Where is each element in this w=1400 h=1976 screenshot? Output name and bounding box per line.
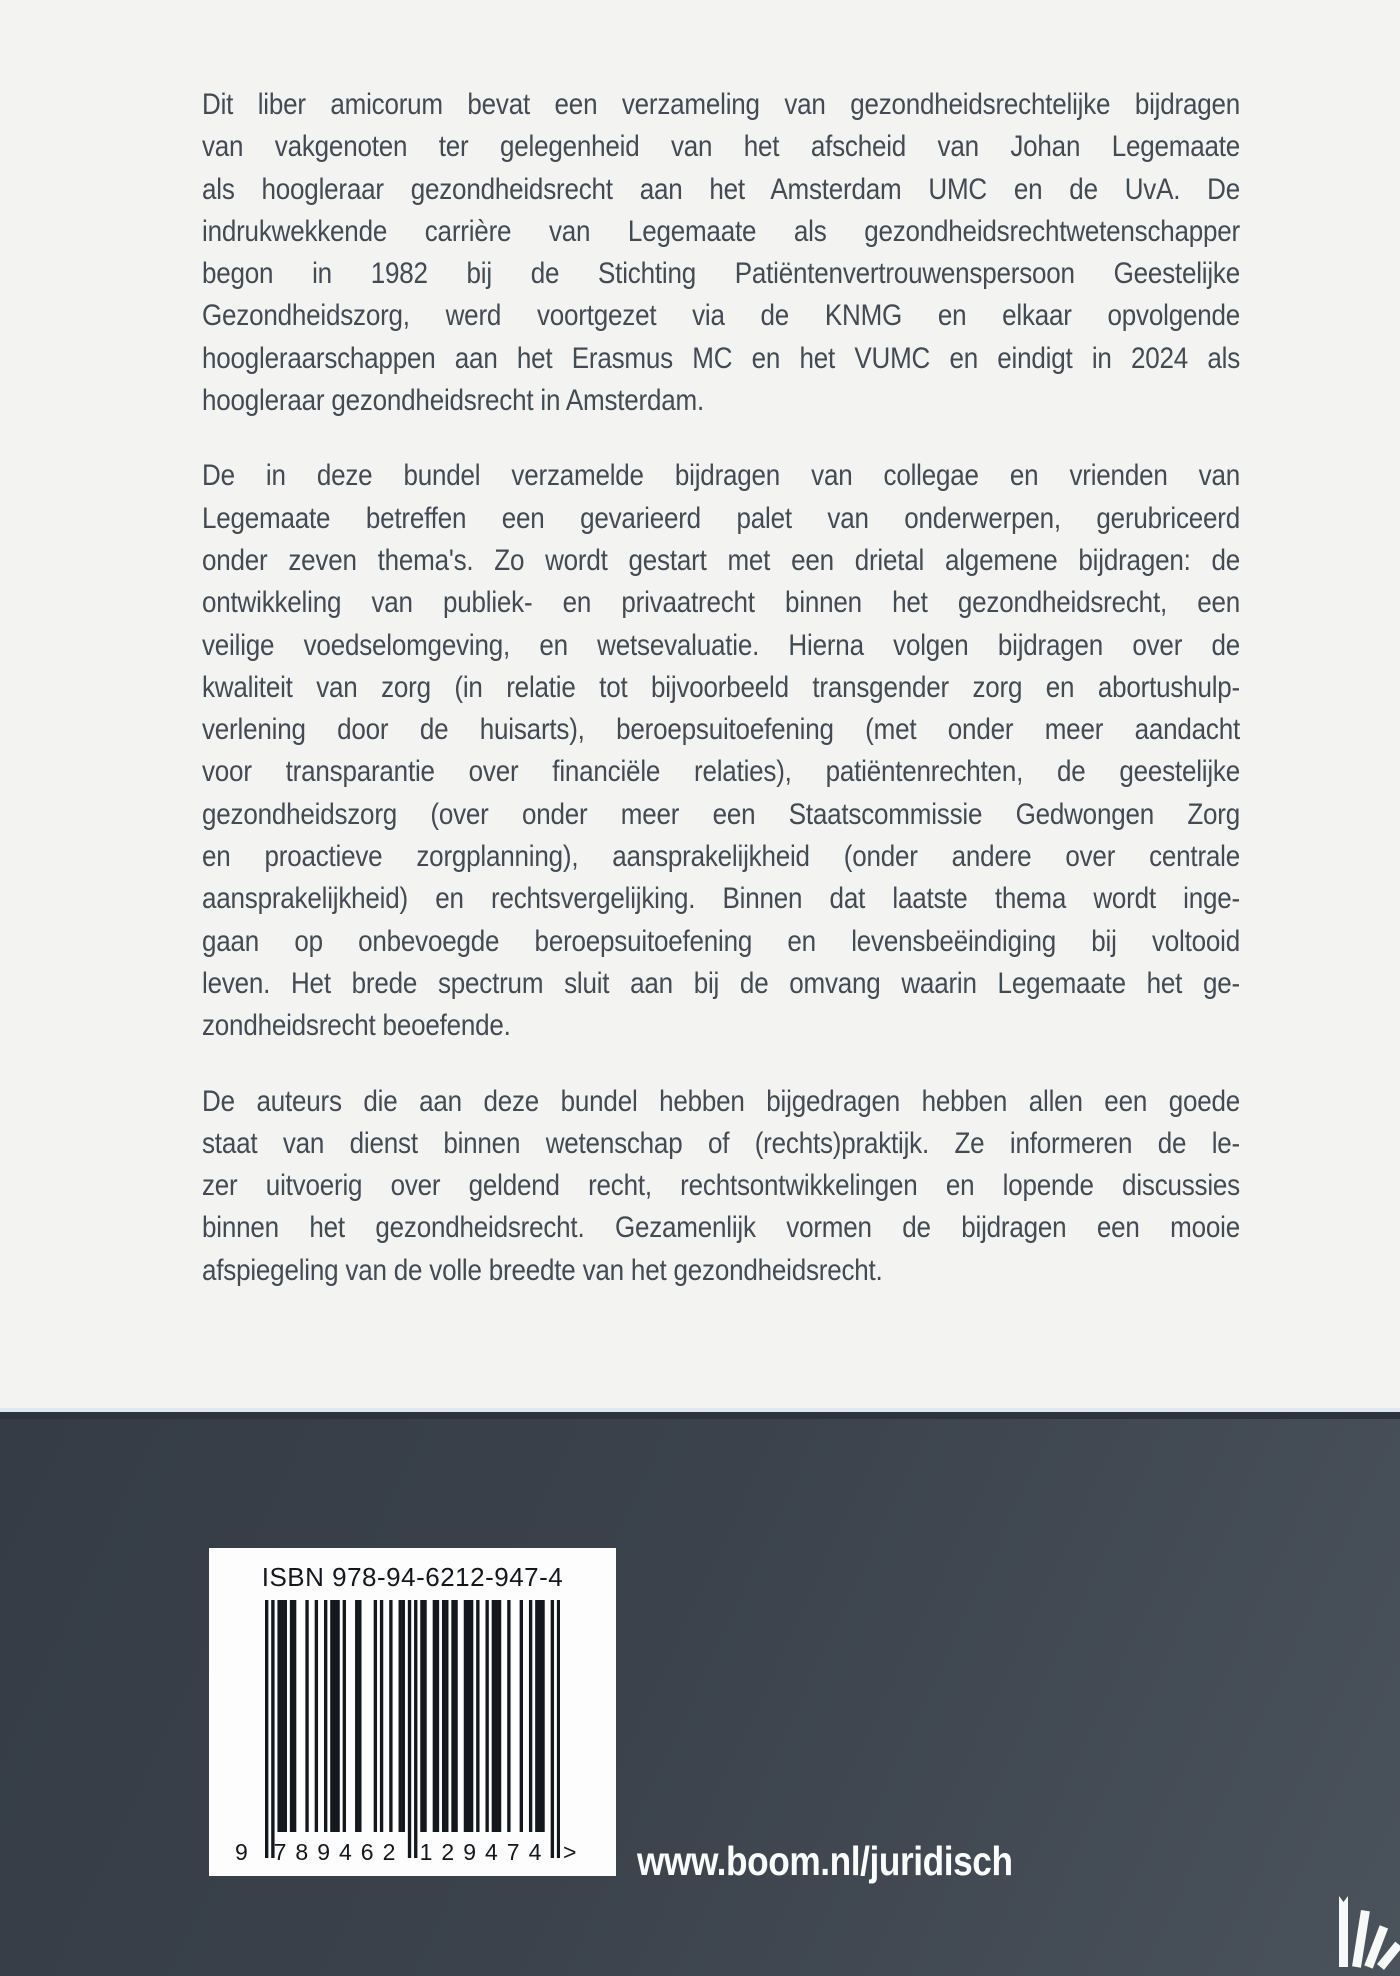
isbn-number-label: ISBN 978-94-6212-947-4 bbox=[261, 1562, 564, 1592]
barcode-bar bbox=[315, 1600, 318, 1832]
paragraph bbox=[202, 1080, 1240, 1291]
barcode-bar bbox=[507, 1600, 510, 1832]
barcode-digit-group: 789462 bbox=[273, 1839, 405, 1865]
barcode-bar bbox=[535, 1600, 538, 1832]
barcode-digit-prefix: 9 bbox=[235, 1839, 248, 1865]
barcode-bar bbox=[281, 1600, 284, 1832]
text-line: staat van dienst binnen wetenschap of (rechts)praktijk. Ze informeren de le- bbox=[202, 1125, 1240, 1160]
barcode-bar bbox=[498, 1600, 501, 1832]
barcode-bar bbox=[464, 1600, 467, 1832]
logo-book-upright bbox=[1339, 1896, 1348, 1967]
barcode-bar bbox=[442, 1600, 445, 1832]
text-line: verlening door de huisarts), beroepsuitoefening (met onder meer aandacht bbox=[202, 712, 1240, 747]
barcode-bar bbox=[355, 1600, 358, 1832]
text-line: Legemaate betreffen een gevarieerd palet van onderwerpen, gerubriceerd bbox=[202, 500, 1240, 535]
barcode-bar bbox=[470, 1600, 473, 1832]
back-cover-text bbox=[202, 83, 1240, 1324]
text-line: van vakgenoten ter gelegenheid van het afscheid van Johan Legemaate bbox=[202, 129, 1240, 164]
barcode-bar bbox=[265, 1600, 268, 1858]
text-line: De auteurs die aan deze bundel hebben bijgedragen hebben allen een goede bbox=[202, 1083, 1240, 1118]
barcode-bar bbox=[436, 1600, 439, 1832]
barcode-bar bbox=[374, 1600, 377, 1832]
text-line: zer uitvoerig over geldend recht, rechtsontwikkelingen en lopende discussies bbox=[202, 1168, 1240, 1203]
text-line: gaan op onbevoegde beroepsuitoefening en levensbeëindiging bij voltooid bbox=[202, 923, 1240, 958]
text-line: als hoogleraar gezondheidsrecht aan het Amsterdam UMC en de UvA. De bbox=[202, 171, 1240, 206]
barcode-bar bbox=[433, 1600, 436, 1832]
barcode-bar bbox=[330, 1600, 333, 1832]
text-line: Gezondheidszorg, werd voortgezet via de KNMG en elkaar opvolgende bbox=[202, 298, 1240, 333]
barcode-bar bbox=[420, 1600, 423, 1832]
barcode-bar bbox=[529, 1600, 532, 1832]
barcode-bar bbox=[305, 1600, 308, 1832]
text-line: afspiegeling van de volle breedte van het gezondheidsrecht. bbox=[202, 1252, 883, 1287]
text-line: Dit liber amicorum bevat een verzameling van gezondheidsrechtelijke bijdragen bbox=[202, 86, 1240, 122]
barcode-bar bbox=[476, 1600, 479, 1832]
text-line: kwaliteit van zorg (in relatie tot bijvoorbeeld transgender zorg en abortushulp- bbox=[202, 669, 1240, 704]
section-divider-shadow bbox=[0, 1412, 1400, 1419]
isbn-barcode-box bbox=[209, 1548, 616, 1876]
text-line: binnen het gezondheidsrecht. Gezamenlijk vormen de bijdragen een mooie bbox=[202, 1210, 1240, 1245]
text-line: De in deze bundel verzamelde bijdragen van collegae en vrienden van bbox=[202, 458, 1240, 493]
barcode-bar bbox=[520, 1600, 523, 1832]
barcode-bar bbox=[538, 1600, 541, 1832]
barcode-bar bbox=[389, 1600, 392, 1832]
barcode-bar bbox=[333, 1600, 336, 1832]
text-line: indrukwekkende carrière van Legemaate als gezondheidsrechtwetenschapper bbox=[202, 213, 1240, 248]
text-line: hoogleraarschappen aan het Erasmus MC en het VUMC en eindigt in 2024 als bbox=[202, 340, 1240, 375]
text-line: gezondheidszorg (over onder meer een Staatscommissie Gedwongen Zorg bbox=[202, 796, 1240, 831]
text-line: voor transparantie over financiële relaties), patiëntenrechten, de geestelijke bbox=[202, 754, 1240, 789]
barcode-bar bbox=[557, 1600, 560, 1858]
text-line: zondheidsrecht beoefende. bbox=[202, 1008, 511, 1043]
barcode-bar bbox=[467, 1600, 470, 1832]
ean13-barcode bbox=[265, 1600, 560, 1858]
text-line: en proactieve zorgplanning), aansprakelijkheid (onder andere over centrale bbox=[202, 838, 1240, 874]
text-line: hoogleraar gezondheidsrecht in Amsterdam. bbox=[202, 382, 704, 418]
barcode-bar bbox=[324, 1600, 327, 1832]
barcode-bar bbox=[451, 1600, 454, 1832]
barcode-bar bbox=[414, 1600, 417, 1858]
barcode-quiet-zone-mark: > bbox=[563, 1839, 577, 1865]
barcode-bar bbox=[541, 1600, 544, 1832]
barcode-bar bbox=[271, 1600, 274, 1858]
barcode-bar bbox=[423, 1600, 426, 1832]
barcode-bar bbox=[380, 1600, 383, 1832]
text-line: aansprakelijkheid) en rechtsvergelijking. Binnen dat laatste thema wordt inge- bbox=[202, 881, 1240, 916]
barcode-bar bbox=[284, 1600, 287, 1832]
text-line: veilige voedselomgeving, en wetsevaluatie. Hierna volgen bijdragen over de bbox=[202, 627, 1240, 662]
barcode-bar bbox=[290, 1600, 293, 1832]
barcode-bar bbox=[358, 1600, 361, 1832]
barcode-bar bbox=[343, 1600, 346, 1832]
text-line: onder zeven thema's. Zo wordt gestart met een drietal algemene bijdragen: de bbox=[202, 542, 1240, 578]
barcode-bar bbox=[293, 1600, 296, 1832]
barcode-bar bbox=[485, 1600, 488, 1832]
barcode-bar bbox=[277, 1600, 280, 1832]
text-line: leven. Het brede spectrum sluit aan bij de omvang waarin Legemaate het ge- bbox=[202, 965, 1240, 1001]
barcode-bar bbox=[551, 1600, 554, 1858]
text-line: begon in 1982 bij de Stichting Patiëntenvertrouwenspersoon Geestelijke bbox=[202, 256, 1240, 291]
barcode-bar bbox=[336, 1600, 339, 1832]
paragraph bbox=[202, 454, 1240, 1046]
barcode-bar bbox=[402, 1600, 405, 1832]
barcode-bar bbox=[492, 1600, 495, 1832]
paragraph bbox=[202, 83, 1240, 421]
publisher-website-url: www.boom.nl/juridisch bbox=[637, 1838, 1013, 1884]
barcode-bar bbox=[495, 1600, 498, 1832]
barcode-bar bbox=[408, 1600, 411, 1858]
barcode-bar bbox=[454, 1600, 457, 1832]
barcode-bar bbox=[445, 1600, 448, 1832]
barcode-bar bbox=[399, 1600, 402, 1832]
text-line: ontwikkeling van publiek- en privaatrecht binnen het gezondheidsrecht, een bbox=[202, 585, 1240, 620]
boom-falling-books-logo bbox=[1330, 1890, 1400, 1970]
barcode-digit-group: 129474 bbox=[419, 1839, 551, 1865]
